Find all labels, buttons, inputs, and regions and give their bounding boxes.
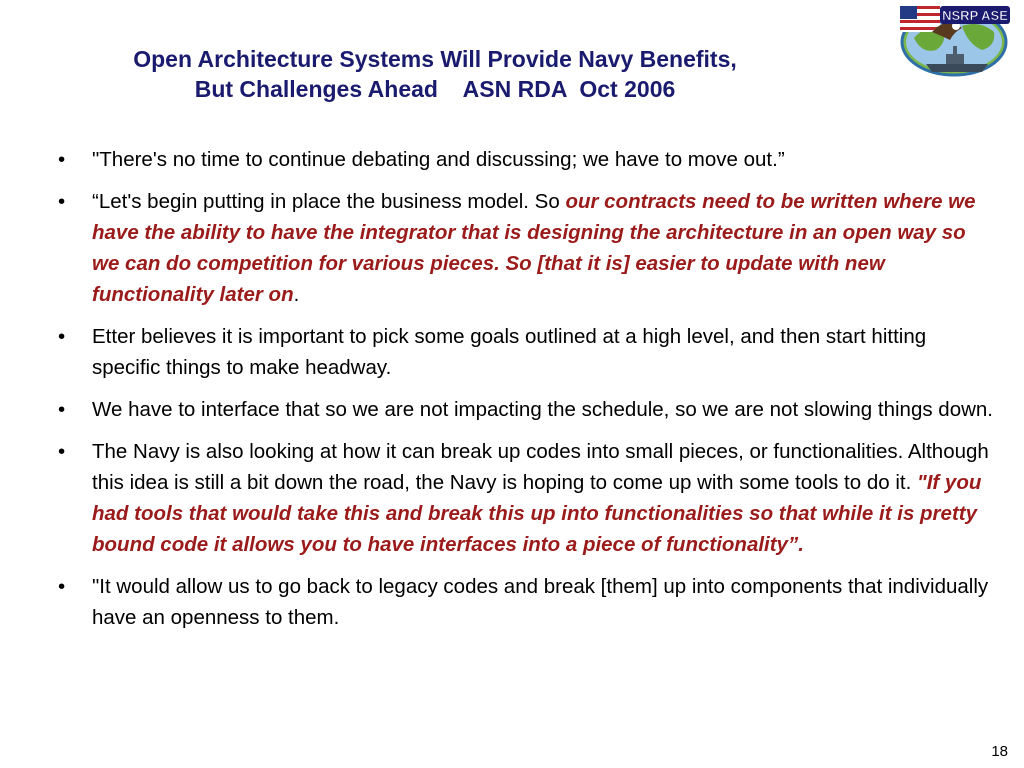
bullet-marker: •	[58, 148, 66, 171]
bullet-marker: •	[58, 440, 66, 463]
slide-title-line-2: But Challenges Ahead ASN RDA Oct 2006	[194, 76, 676, 102]
bullet-text: We have to interface that so we are not impacting the schedule, so we are not slowing things down.	[92, 398, 993, 421]
bullet-marker: •	[58, 325, 66, 348]
nsrp-ase-logo-icon	[896, 2, 1012, 78]
bullet-text: Etter believes it is important to pick some goals outlined at a high level, and then start hitting specific things to make headway.	[92, 325, 927, 379]
bullet-item	[52, 321, 997, 383]
bullet-item	[52, 144, 997, 175]
bullet-text: “Let's begin putting in place the business model. So	[92, 190, 566, 213]
slide-title-line-1: Open Architecture Systems Will Provide Navy Benefits,	[133, 46, 737, 72]
bullet-text: .	[293, 283, 300, 306]
bullet-marker: •	[58, 190, 66, 213]
slide-title	[0, 44, 870, 104]
bullet-text: "There's no time to continue debating and discussing; we have to move out.”	[92, 148, 785, 171]
bullet-text: The Navy is also looking at how it can break up codes into small pieces, or functionalities. Although this idea is still a bit down the road, the Navy is hoping to come up with some tools to do it.	[92, 440, 989, 494]
bullet-item	[52, 571, 997, 633]
bullet-item	[52, 186, 997, 310]
bullet-text: "It would allow us to go back to legacy codes and break [them] up into components that individually have an openness to them.	[92, 575, 989, 629]
bullet-marker: •	[58, 575, 66, 598]
bullet-item	[52, 436, 997, 560]
bullet-item	[52, 394, 997, 425]
logo-text: NSRP ASE	[942, 8, 1008, 23]
bullet-marker: •	[58, 398, 66, 421]
page-number: 18	[991, 743, 1008, 760]
emphasized-quote: "If you had tools that would take this and break this up into functionalities so that while it is pretty bound code it allows you to have interfaces into a piece of functionality”.	[92, 471, 982, 556]
emphasized-quote: our contracts need to be written where we have the ability to have the integrator that is designing the architecture in an open way so we can do competition for various pieces. So [that it is] easier to update with new functionality later on	[92, 190, 976, 306]
bullet-list	[52, 144, 997, 644]
